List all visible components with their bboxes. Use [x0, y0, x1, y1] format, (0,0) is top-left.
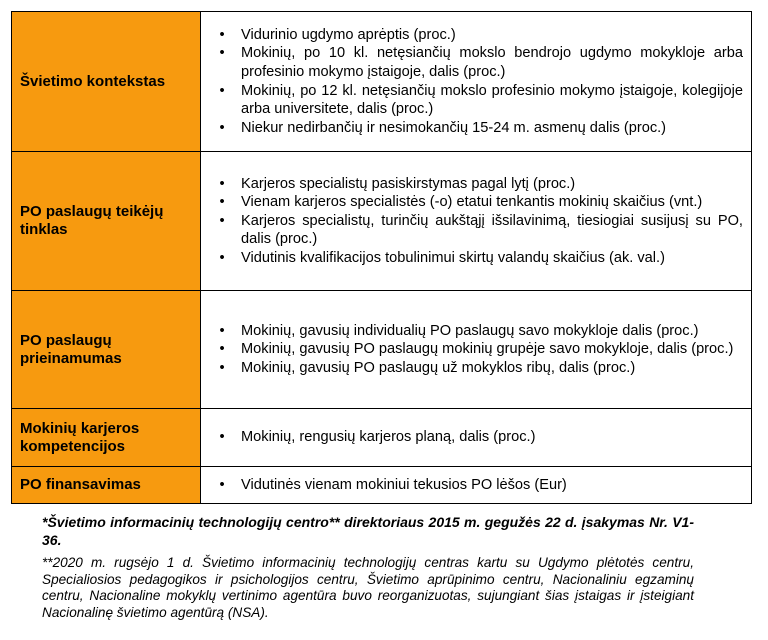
bullet-icon: • — [219, 26, 225, 43]
table-row — [12, 12, 752, 152]
bullet-icon: • — [219, 249, 225, 266]
indicators-table — [11, 11, 752, 504]
bullet-icon: • — [219, 45, 225, 62]
indicator-cell — [201, 409, 752, 467]
indicator-list — [215, 428, 743, 447]
footnote-source: *Švietimo informacinių technologijų centro** direktoriaus 2015 m. gegužės 22 d. įsakymas Nr. V1-36. — [42, 514, 694, 548]
list-item: • Mokinių, gavusių PO paslaugų mokinių grupėje savo mokykloje, dalis (proc.) — [215, 340, 743, 359]
table-row — [12, 409, 752, 467]
footnotes — [42, 513, 694, 621]
indicator-cell — [201, 291, 752, 409]
list-item: • Vienam karjeros specialistės (-o) etatui tenkantis mokinių skaičius (vnt.) — [215, 193, 743, 212]
list-item: • Mokinių, rengusių karjeros planą, dalis (proc.) — [215, 428, 743, 447]
list-item: • Mokinių, gavusių individualių PO paslaugų savo mokykloje dalis (proc.) — [215, 322, 743, 341]
bullet-icon: • — [219, 341, 225, 358]
bullet-icon: • — [219, 429, 225, 446]
indicator-list — [215, 322, 743, 378]
table-row — [12, 467, 752, 504]
bullet-icon: • — [219, 194, 225, 211]
list-item: • Niekur nedirbančių ir nesimokančių 15-24 m. asmenų dalis (proc.) — [215, 119, 743, 138]
category-cell: PO finansavimas — [12, 467, 201, 504]
bullet-icon: • — [219, 82, 225, 99]
bullet-icon: • — [219, 476, 225, 493]
indicator-cell — [201, 12, 752, 152]
list-item: • Mokinių, po 12 kl. netęsiančių mokslo profesinio mokymo įstaigoje, kolegijoje arba universitete, dalis (proc.) — [215, 82, 743, 119]
category-cell: PO paslaugų prieinamumas — [12, 291, 201, 409]
bullet-icon: • — [219, 359, 225, 376]
list-item: • Vidurinio ugdymo aprėptis (proc.) — [215, 26, 743, 45]
list-item: • Karjeros specialistų pasiskirstymas pagal lytį (proc.) — [215, 175, 743, 194]
category-cell: Švietimo kontekstas — [12, 12, 201, 152]
indicator-cell — [201, 152, 752, 291]
list-item: • Vidutinis kvalifikacijos tobulinimui skirtų valandų skaičius (ak. val.) — [215, 249, 743, 268]
list-item: • Mokinių, gavusių PO paslaugų už mokyklos ribų, dalis (proc.) — [215, 359, 743, 378]
indicator-cell — [201, 467, 752, 504]
footnote-reorganization: **2020 m. rugsėjo 1 d. Švietimo informacinių technologijų centras kartu su Ugdymo plėtotės centru, Specialiosios pedagogikos ir psichologijos centru, Švietimo aprūpinimo centru, Nacionaliniu egzaminų centru, Nacionaline mokyklų vertinimo agentūra buvo reorganizuotas, sujungiant šias įstaigas ir įsteigiant Nacionalinę švietimo agentūrą (NSA). — [42, 555, 694, 620]
list-item: • Mokinių, po 10 kl. netęsiančių mokslo bendrojo ugdymo mokykloje arba profesinio mokymo įstaigoje, dalis (proc.) — [215, 44, 743, 81]
bullet-icon: • — [219, 175, 225, 192]
category-cell: PO paslaugų teikėjų tinklas — [12, 152, 201, 291]
indicator-list — [215, 175, 743, 268]
table-row — [12, 291, 752, 409]
indicator-list — [215, 26, 743, 138]
list-item: • Vidutinės vienam mokiniui tekusios PO lėšos (Eur) — [215, 476, 743, 495]
category-cell: Mokinių karjeros kompetencijos — [12, 409, 201, 467]
list-item: • Karjeros specialistų, turinčių aukštąjį išsilavinimą, tiesiogiai susijusį su PO, dalis (proc.) — [215, 212, 743, 249]
bullet-icon: • — [219, 119, 225, 136]
bullet-icon: • — [219, 322, 225, 339]
table-row — [12, 152, 752, 291]
bullet-icon: • — [219, 212, 225, 229]
indicator-list — [215, 476, 743, 495]
